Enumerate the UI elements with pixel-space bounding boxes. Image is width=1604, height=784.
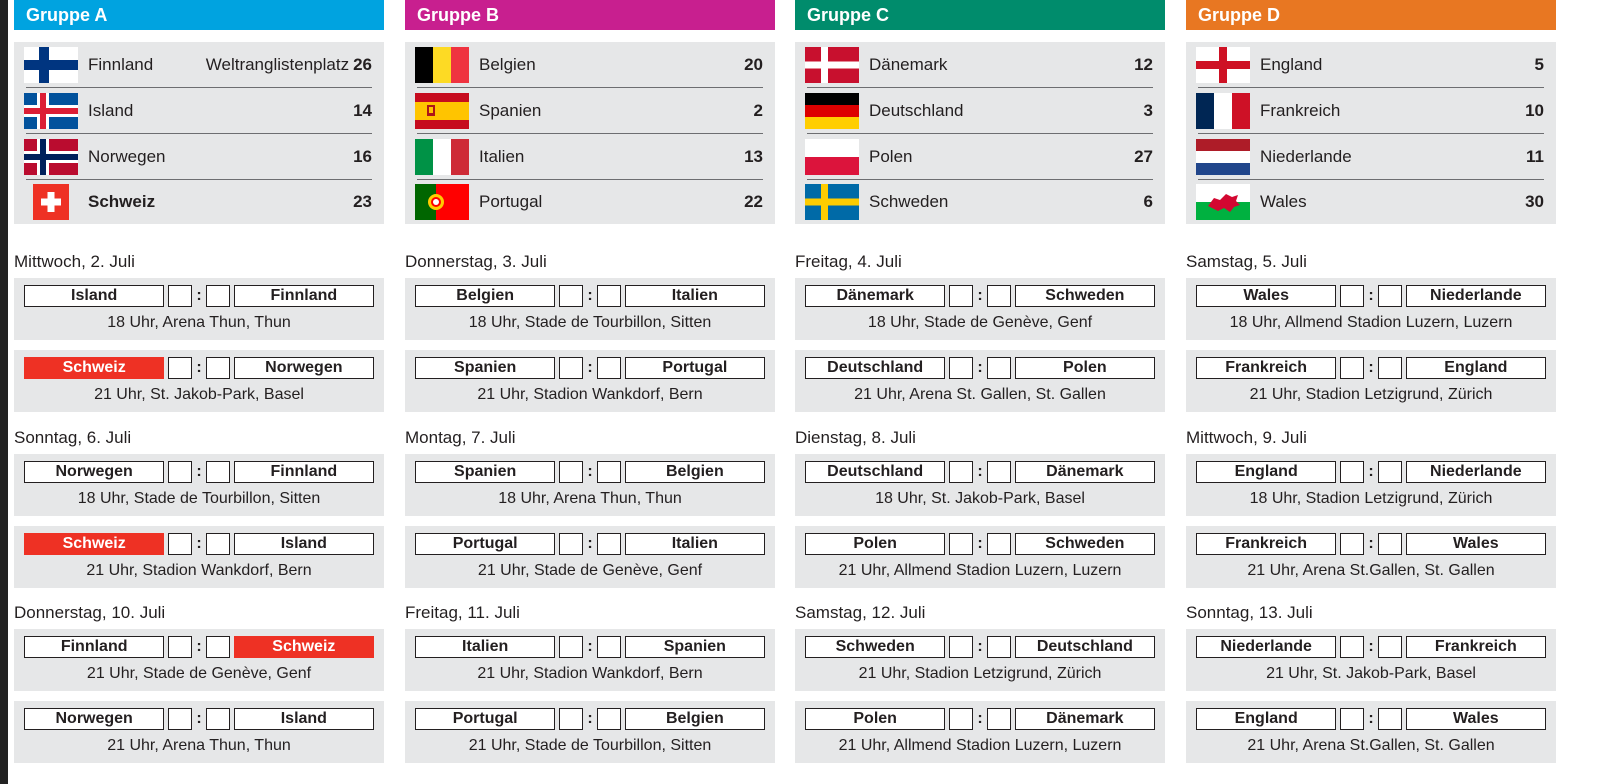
home-score-box[interactable]: [559, 533, 583, 555]
home-team: Spanien: [415, 357, 555, 379]
home-team: Island: [24, 285, 164, 307]
match-card: [14, 701, 384, 763]
score-separator: :: [1368, 710, 1374, 727]
team-row: [417, 180, 763, 224]
team-row: [417, 42, 763, 88]
world-rank: 27: [1134, 146, 1153, 166]
match-card: [1186, 526, 1556, 588]
score-separator: :: [196, 359, 202, 376]
matchday: [1186, 601, 1556, 763]
match-card: [1186, 278, 1556, 340]
match-card: [795, 454, 1165, 516]
home-team: Portugal: [415, 533, 555, 555]
team-name: Portugal: [479, 192, 543, 211]
score-separator: :: [977, 463, 983, 480]
away-team: Belgien: [625, 708, 765, 730]
match-date: Freitag, 11. Juli: [405, 603, 520, 622]
group-header: Gruppe D: [1186, 0, 1556, 30]
home-team: Deutschland: [805, 461, 945, 483]
home-team: England: [1196, 708, 1336, 730]
home-team: Dänemark: [805, 285, 945, 307]
match-venue: 21 Uhr, Stade de Genève, Genf: [86, 665, 312, 682]
world-rank: 11: [1526, 146, 1544, 166]
team-row: [1198, 88, 1544, 134]
team-name: Schweden: [869, 192, 949, 211]
match-venue: 18 Uhr, Allmend Stadion Luzern, Luzern: [1229, 314, 1513, 331]
finland-flag-icon: [24, 47, 78, 83]
match-card: [405, 454, 775, 516]
away-team: Frankreich: [1406, 636, 1546, 658]
world-rank: 10: [1525, 100, 1544, 120]
team-row: [417, 134, 763, 180]
score-separator: :: [587, 535, 593, 552]
home-team: Niederlande: [1196, 636, 1336, 658]
team-table: [14, 42, 384, 224]
team-table: [795, 42, 1165, 224]
team-row: [807, 134, 1153, 180]
home-team: Italien: [415, 636, 555, 658]
score-line: [24, 284, 374, 308]
group-header: Gruppe A: [14, 0, 384, 30]
away-team: Deutschland: [1015, 636, 1155, 658]
away-score-box[interactable]: [597, 708, 621, 730]
match-venue: 21 Uhr, Stadion Letzigrund, Zürich: [1249, 386, 1493, 403]
score-line: [1196, 707, 1546, 731]
score-line: [24, 356, 374, 380]
away-team: Dänemark: [1015, 461, 1155, 483]
home-score-box[interactable]: [559, 461, 583, 483]
score-separator: :: [977, 710, 983, 727]
away-team: Belgien: [625, 461, 765, 483]
away-team: Dänemark: [1015, 708, 1155, 730]
score-separator: :: [977, 638, 983, 655]
score-line: [805, 284, 1155, 308]
away-team: Schweden: [1015, 285, 1155, 307]
rank-label: Weltranglistenplatz: [205, 54, 350, 74]
world-rank: 16: [353, 146, 372, 166]
score-line: [415, 460, 765, 484]
match-card: [405, 278, 775, 340]
away-score-box[interactable]: [206, 636, 230, 658]
match-date: Donnerstag, 3. Juli: [405, 252, 547, 271]
score-line: [805, 356, 1155, 380]
home-score-box[interactable]: [949, 285, 973, 307]
team-row: [807, 180, 1153, 224]
away-score-box[interactable]: [1378, 533, 1402, 555]
team-row: [417, 88, 763, 134]
away-team: Niederlande: [1406, 461, 1546, 483]
match-venue: 21 Uhr, Allmend Stadion Luzern, Luzern: [838, 737, 1122, 754]
home-team: Norwegen: [24, 708, 164, 730]
matchday: [795, 601, 1165, 763]
match-card: [14, 350, 384, 412]
score-separator: :: [196, 638, 202, 655]
match-venue: 21 Uhr, Allmend Stadion Luzern, Luzern: [838, 562, 1122, 579]
away-team: Finnland: [234, 285, 374, 307]
home-score-box[interactable]: [1340, 708, 1364, 730]
away-team: Polen: [1015, 357, 1155, 379]
home-team: Wales: [1196, 285, 1336, 307]
score-line: [415, 707, 765, 731]
matchday: [14, 250, 384, 412]
away-team: Norwegen: [234, 357, 374, 379]
away-team: Portugal: [625, 357, 765, 379]
score-separator: :: [1368, 359, 1374, 376]
matchday: [405, 601, 775, 763]
poland-flag-icon: [805, 139, 859, 175]
match-card: [14, 629, 384, 691]
match-venue: 21 Uhr, Stade de Genève, Genf: [477, 562, 703, 579]
wales-flag-icon: [1196, 184, 1250, 220]
score-line: [24, 532, 374, 556]
match-venue: 21 Uhr, Stadion Letzigrund, Zürich: [858, 665, 1102, 682]
match-card: [1186, 454, 1556, 516]
away-score-box[interactable]: [987, 533, 1011, 555]
away-score-box[interactable]: [1378, 461, 1402, 483]
away-team: Italien: [625, 533, 765, 555]
score-separator: :: [977, 287, 983, 304]
world-rank: 23: [353, 192, 372, 211]
team-name: Belgien: [479, 54, 536, 74]
match-venue: 18 Uhr, Stade de Tourbillon, Sitten: [77, 490, 321, 507]
team-name: Italien: [479, 146, 525, 166]
score-line: [1196, 356, 1546, 380]
away-score-box[interactable]: [1378, 357, 1402, 379]
match-card: [405, 350, 775, 412]
match-card: [14, 278, 384, 340]
match-venue: 18 Uhr, Stade de Tourbillon, Sitten: [468, 314, 712, 331]
match-date: Mittwoch, 2. Juli: [14, 252, 135, 271]
score-line: [805, 460, 1155, 484]
score-separator: :: [1368, 535, 1374, 552]
match-venue: 21 Uhr, Arena St.Gallen, St. Gallen: [1247, 737, 1495, 754]
sweden-flag-icon: [805, 184, 859, 220]
matchday: [405, 250, 775, 412]
home-score-box[interactable]: [168, 357, 192, 379]
match-card: [405, 701, 775, 763]
score-separator: :: [1368, 287, 1374, 304]
left-edge-strip: [0, 0, 8, 784]
team-name: England: [1260, 54, 1323, 74]
team-name: Island: [88, 100, 134, 120]
match-venue: 18 Uhr, Stadion Letzigrund, Zürich: [1249, 490, 1493, 507]
score-separator: :: [1368, 463, 1374, 480]
match-card: [14, 454, 384, 516]
away-score-box[interactable]: [597, 533, 621, 555]
team-row: [26, 180, 372, 224]
match-venue: 21 Uhr, Stadion Wankdorf, Bern: [477, 665, 703, 682]
home-score-box[interactable]: [559, 636, 583, 658]
away-score-box[interactable]: [987, 636, 1011, 658]
score-separator: :: [196, 463, 202, 480]
score-separator: :: [587, 710, 593, 727]
home-score-box[interactable]: [949, 636, 973, 658]
away-score-box[interactable]: [597, 636, 621, 658]
score-line: [415, 635, 765, 659]
group-column: [1186, 0, 1556, 224]
world-rank: 20: [744, 54, 763, 74]
group-column: [795, 0, 1165, 224]
match-venue: 21 Uhr, St. Jakob-Park, Basel: [94, 386, 304, 403]
team-row: [26, 42, 372, 88]
score-separator: :: [587, 287, 593, 304]
match-date: Freitag, 4. Juli: [795, 252, 902, 271]
match-venue: 21 Uhr, Stade de Tourbillon, Sitten: [468, 737, 712, 754]
away-score-box[interactable]: [1378, 285, 1402, 307]
matchday: [795, 250, 1165, 412]
team-name: Norwegen: [88, 146, 166, 166]
team-row: [1198, 42, 1544, 88]
score-separator: :: [587, 463, 593, 480]
portugal-flag-icon: [415, 184, 469, 220]
home-team: Polen: [805, 708, 945, 730]
team-table: [1186, 42, 1556, 224]
matchday: [405, 426, 775, 588]
home-score-box[interactable]: [949, 461, 973, 483]
team-row: [1198, 134, 1544, 180]
match-venue: 21 Uhr, Arena St. Gallen, St. Gallen: [854, 386, 1106, 403]
matchday: [1186, 250, 1556, 412]
match-card: [795, 629, 1165, 691]
away-score-box[interactable]: [1378, 636, 1402, 658]
away-score-box[interactable]: [597, 357, 621, 379]
matchday: [795, 426, 1165, 588]
home-score-box[interactable]: [559, 708, 583, 730]
match-card: [1186, 629, 1556, 691]
away-team: Italien: [625, 285, 765, 307]
world-rank: 22: [744, 192, 763, 211]
team-row: [1198, 180, 1544, 224]
match-date: Sonntag, 13. Juli: [1186, 603, 1313, 622]
away-team: England: [1406, 357, 1546, 379]
home-score-box[interactable]: [559, 357, 583, 379]
away-team: Schweiz: [234, 636, 374, 658]
home-team: Belgien: [415, 285, 555, 307]
match-venue: 21 Uhr, Stadion Wankdorf, Bern: [86, 562, 312, 579]
home-score-box[interactable]: [168, 533, 192, 555]
group-header: Gruppe C: [795, 0, 1165, 30]
england-flag-icon: [1196, 47, 1250, 83]
team-name: Finnland: [88, 54, 154, 74]
world-rank: 13: [744, 146, 763, 166]
score-line: [415, 284, 765, 308]
home-team: England: [1196, 461, 1336, 483]
away-score-box[interactable]: [206, 533, 230, 555]
home-team: Portugal: [415, 708, 555, 730]
away-score-box[interactable]: [597, 461, 621, 483]
italy-flag-icon: [415, 139, 469, 175]
world-rank: 12: [1134, 54, 1153, 74]
score-line: [1196, 532, 1546, 556]
home-team: Spanien: [415, 461, 555, 483]
match-date: Samstag, 5. Juli: [1186, 252, 1307, 271]
netherlands-flag-icon: [1196, 139, 1250, 175]
home-score-box[interactable]: [949, 357, 973, 379]
away-team: Wales: [1406, 708, 1546, 730]
home-team: Schweiz: [24, 357, 164, 379]
score-separator: :: [977, 359, 983, 376]
home-team: Frankreich: [1196, 357, 1336, 379]
home-team: Schweiz: [24, 533, 164, 555]
matchday: [14, 601, 384, 763]
score-separator: :: [587, 359, 593, 376]
team-name: Polen: [869, 146, 913, 166]
switzerland-flag-icon: [24, 184, 78, 220]
score-separator: :: [587, 638, 593, 655]
home-team: Finnland: [24, 636, 164, 658]
home-team: Polen: [805, 533, 945, 555]
home-team: Schweden: [805, 636, 945, 658]
home-score-box[interactable]: [559, 285, 583, 307]
match-card: [795, 350, 1165, 412]
germany-flag-icon: [805, 93, 859, 129]
score-line: [24, 707, 374, 731]
away-team: Finnland: [234, 461, 374, 483]
away-team: Schweden: [1015, 533, 1155, 555]
world-rank: 30: [1525, 192, 1544, 211]
belgium-flag-icon: [415, 47, 469, 83]
world-rank: 2: [753, 100, 763, 120]
spain-flag-icon: [415, 93, 469, 129]
home-team: Norwegen: [24, 461, 164, 483]
score-line: [24, 635, 374, 659]
denmark-flag-icon: [805, 47, 859, 83]
group-column: [405, 0, 775, 224]
away-score-box[interactable]: [206, 708, 230, 730]
match-venue: 18 Uhr, Arena Thun, Thun: [498, 490, 682, 507]
team-row: [807, 88, 1153, 134]
away-score-box[interactable]: [987, 708, 1011, 730]
score-line: [24, 460, 374, 484]
score-separator: :: [196, 535, 202, 552]
away-score-box[interactable]: [1378, 708, 1402, 730]
score-separator: :: [1368, 638, 1374, 655]
team-row: [26, 88, 372, 134]
match-date: Samstag, 12. Juli: [795, 603, 926, 622]
score-separator: :: [196, 287, 202, 304]
france-flag-icon: [1196, 93, 1250, 129]
team-name: Deutschland: [869, 100, 964, 120]
home-score-box[interactable]: [168, 636, 192, 658]
match-venue: 21 Uhr, Arena St.Gallen, St. Gallen: [1247, 562, 1495, 579]
score-line: [805, 635, 1155, 659]
match-card: [405, 629, 775, 691]
away-score-box[interactable]: [206, 357, 230, 379]
match-card: [14, 526, 384, 588]
home-score-box[interactable]: [1340, 636, 1364, 658]
match-card: [1186, 701, 1556, 763]
team-table: [405, 42, 775, 224]
group-column: [14, 0, 384, 224]
world-rank: 5: [1534, 54, 1544, 74]
match-venue: 21 Uhr, St. Jakob-Park, Basel: [1266, 665, 1476, 682]
home-team: Frankreich: [1196, 533, 1336, 555]
home-score-box[interactable]: [1340, 285, 1364, 307]
match-card: [795, 701, 1165, 763]
away-team: Spanien: [625, 636, 765, 658]
score-separator: :: [977, 535, 983, 552]
away-team: Wales: [1406, 533, 1546, 555]
match-date: Dienstag, 8. Juli: [795, 428, 916, 447]
score-line: [805, 707, 1155, 731]
match-date: Mittwoch, 9. Juli: [1186, 428, 1307, 447]
score-line: [1196, 635, 1546, 659]
away-team: Island: [234, 533, 374, 555]
match-card: [1186, 350, 1556, 412]
home-score-box[interactable]: [1340, 357, 1364, 379]
away-score-box[interactable]: [206, 461, 230, 483]
score-line: [415, 356, 765, 380]
world-rank: 26: [353, 54, 372, 74]
score-separator: :: [196, 710, 202, 727]
score-line: [1196, 284, 1546, 308]
team-row: [807, 42, 1153, 88]
away-score-box[interactable]: [987, 357, 1011, 379]
home-score-box[interactable]: [1340, 461, 1364, 483]
team-name: Frankreich: [1260, 100, 1341, 120]
team-name: Wales: [1260, 192, 1307, 211]
matchday: [1186, 426, 1556, 588]
home-score-box[interactable]: [949, 708, 973, 730]
team-name: Dänemark: [869, 54, 948, 74]
world-rank: 14: [353, 100, 372, 120]
iceland-flag-icon: [24, 93, 78, 129]
away-team: Island: [234, 708, 374, 730]
score-line: [805, 532, 1155, 556]
match-venue: 21 Uhr, Stadion Wankdorf, Bern: [477, 386, 703, 403]
home-team: Deutschland: [805, 357, 945, 379]
team-name: Spanien: [479, 100, 542, 120]
world-rank: 3: [1143, 100, 1153, 120]
home-score-box[interactable]: [168, 285, 192, 307]
world-rank: 6: [1143, 192, 1153, 211]
team-name: Schweiz: [88, 192, 156, 211]
team-row: [26, 134, 372, 180]
home-score-box[interactable]: [168, 708, 192, 730]
match-card: [405, 526, 775, 588]
match-date: Sonntag, 6. Juli: [14, 428, 132, 447]
home-score-box[interactable]: [949, 533, 973, 555]
norway-flag-icon: [24, 139, 78, 175]
match-date: Montag, 7. Juli: [405, 428, 516, 447]
home-score-box[interactable]: [1340, 533, 1364, 555]
home-score-box[interactable]: [168, 461, 192, 483]
match-venue: 18 Uhr, Arena Thun, Thun: [107, 314, 291, 331]
team-name: Niederlande: [1260, 146, 1352, 166]
away-score-box[interactable]: [987, 285, 1011, 307]
matchday: [14, 426, 384, 588]
match-venue: 21 Uhr, Arena Thun, Thun: [107, 737, 291, 754]
match-card: [795, 526, 1165, 588]
match-date: Donnerstag, 10. Juli: [14, 603, 166, 622]
match-venue: 18 Uhr, St. Jakob-Park, Basel: [875, 490, 1085, 507]
away-score-box[interactable]: [597, 285, 621, 307]
group-header: Gruppe B: [405, 0, 775, 30]
score-line: [415, 532, 765, 556]
match-venue: 18 Uhr, Stade de Genève, Genf: [867, 314, 1093, 331]
away-score-box[interactable]: [206, 285, 230, 307]
away-team: Niederlande: [1406, 285, 1546, 307]
match-card: [795, 278, 1165, 340]
score-line: [1196, 460, 1546, 484]
away-score-box[interactable]: [987, 461, 1011, 483]
